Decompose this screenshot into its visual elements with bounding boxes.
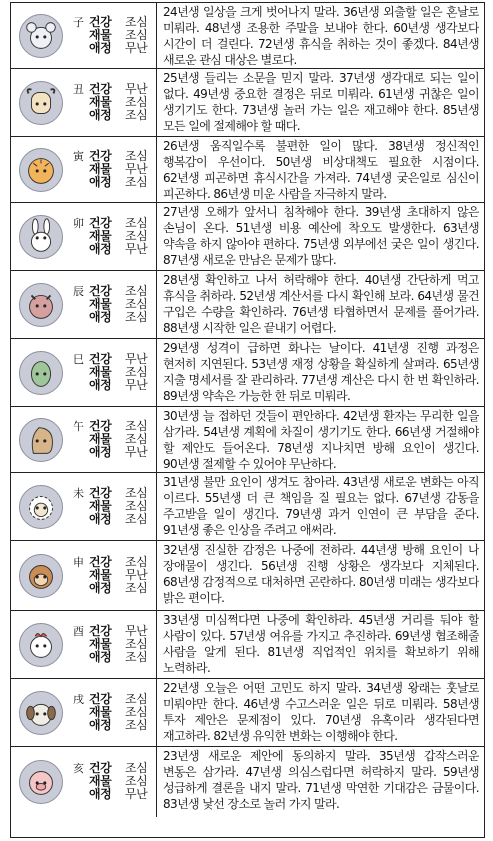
fortune-category-label: 재물 [89, 774, 112, 788]
fortune-category-label: 건강 [89, 82, 112, 96]
zodiac-cell [11, 407, 157, 472]
zodiac-cell [11, 747, 157, 817]
zodiac-character: 子 [73, 16, 84, 29]
fortune-text: 28년생 확인하고 나서 허락해야 한다. 40년생 간단하게 먹고 휴식을 취하라. 52년생 계산서를 다시 확인해 보라. 64년생 물건 구입은 수량을 확인하라. 76년생 타협하면서 문제를 풀어가라. 88년생 시작한 일은 끝내기 어렵다. [163, 273, 479, 335]
fortune-category-label: 건강 [89, 761, 112, 775]
fortune-text: 31년생 불만 요인이 생겨도 참아라. 43년생 새로운 변화는 아직 이르다. 55년생 더 큰 책임을 질 필요는 없다. 67년생 감동을 주고받을 일이 생긴다. 79년생 과거 인연이 큰 부담을 준다. 91년생 좋은 인상을 주려고 애써라. [163, 475, 479, 537]
fortune-category-value: 무난 [125, 242, 148, 256]
fortune-category-label: 재물 [89, 28, 112, 42]
fortune-text: 32년생 진실한 감정은 나중에 전하라. 44년생 방해 요인이 나 장애물이 생긴다. 56년생 진행 상황은 생각보다 지체된다. 68년생 감정적으로 대처하면 곤란하다. 80년생 미래는 생각보다 밝은 편이다. [163, 543, 479, 605]
fortune-text: 33년생 미심쩍다면 나중에 확인하라. 45년생 거리를 둬야 할 사람이 있다. 57년생 여유를 가지고 추진하라. 69년생 협조해줄 사람을 알게 된다. 81년생 직업적인 위치를 확보하기 위해 노력하라. [163, 613, 479, 675]
fortune-category-label: 재물 [89, 229, 112, 243]
fortune-category-label: 애정 [89, 445, 112, 459]
horoscope-row [11, 203, 484, 271]
fortune-category-value: 조심 [125, 499, 148, 513]
ox-icon [19, 81, 63, 125]
zodiac-cell [11, 339, 157, 406]
fortune-category-value: 조심 [125, 555, 148, 569]
fortune-category-label: 건강 [89, 419, 112, 433]
fortune-category-label: 애정 [89, 581, 112, 595]
fortune-text: 25년생 들리는 소문을 믿지 말라. 37년생 생각대로 되는 일이 없다. 49년생 중요한 결정은 뒤로 미뤄라. 61년생 귀찮은 일이 생기기도 한다. 73년생 놀러 가는 일은 재고해야 한다. 85년생 모든 일에 절제해야 할 때다. [163, 71, 479, 133]
fortune-category-value: 무난 [125, 82, 148, 96]
fortune-category-label: 건강 [89, 486, 112, 500]
fortune-category-label: 애정 [89, 310, 112, 324]
zodiac-character: 亥 [73, 762, 84, 775]
dog-icon [19, 691, 63, 735]
zodiac-character: 丑 [73, 83, 84, 96]
fortune-category-label: 재물 [89, 365, 112, 379]
fortune-category-value: 조심 [125, 175, 148, 189]
fortune-category-value: 조심 [125, 774, 148, 788]
horoscope-row [11, 137, 484, 203]
rooster-icon [19, 623, 63, 667]
fortune-category-label: 건강 [89, 624, 112, 638]
zodiac-cell [11, 611, 157, 678]
fortune-category-label: 재물 [89, 95, 112, 109]
fortune-category-label: 건강 [89, 149, 112, 163]
zodiac-cell [11, 271, 157, 338]
fortune-text: 27년생 오해가 앞서니 침착해야 한다. 39년생 초대하지 않은 손님이 온다. 51년생 비용 예산에 착오도 발생한다. 63년생 약속을 하지 않아야 편하다. 75년생 외부에선 궂은 일이 생긴다. 87년생 새로운 만남은 문제가 많다. [163, 205, 479, 267]
fortune-category-value: 조심 [125, 705, 148, 719]
zodiac-character: 申 [73, 556, 84, 569]
horoscope-row [11, 3, 484, 69]
tiger-icon [19, 148, 63, 192]
horoscope-table [10, 2, 485, 838]
fortune-category-label: 애정 [89, 512, 112, 526]
fortune-text: 23년생 새로운 제안에 동의하지 말라. 35년생 갑작스러운 변동은 삼가라. 47년생 의심스럽다면 허락하지 말라. 59년생 성급하게 결론을 내지 말라. 71년생 막연한 기대감은 금물이다. 83년생 낯선 장소로 놀러 가지 말라. [163, 749, 479, 811]
fortune-category-label: 건강 [89, 216, 112, 230]
fortune-text: 29년생 성격이 급하면 화나는 날이다. 41년생 진행 과정은 현저히 지연된다. 53년생 재정 상황을 확실하게 살펴라. 65년생 지출 명세서를 잘 관리하라. 77년생 계산은 다시 한 번 확인하라. 89년생 약속은 가능한 한 뒤로 미뤄라. [163, 341, 479, 403]
fortune-category-label: 애정 [89, 787, 112, 801]
fortune-category-label: 건강 [89, 284, 112, 298]
zodiac-cell [11, 679, 157, 746]
horoscope-row [11, 407, 484, 473]
horoscope-row [11, 611, 484, 679]
fortune-category-value: 조심 [125, 486, 148, 500]
dragon-icon [19, 283, 63, 327]
fortune-category-value: 조심 [125, 229, 148, 243]
fortune-category-label: 애정 [89, 41, 112, 55]
horoscope-row [11, 679, 484, 747]
fortune-text: 22년생 오늘은 어떤 고민도 하지 말라. 34년생 왕래는 훗날로 미뤄야만 한다. 46년생 수고스러운 일은 뒤로 미뤄라. 58년생 투자 제안은 문제점이 있다. 70년생 유혹이라 생각된다면 재고하라. 82년생 유익한 변화는 이행해야 한다. [163, 681, 479, 743]
fortune-category-value: 무난 [125, 352, 148, 366]
fortune-category-value: 무난 [125, 787, 148, 801]
zodiac-character: 酉 [73, 625, 84, 638]
zodiac-character: 卯 [73, 217, 84, 230]
horoscope-row [11, 271, 484, 339]
fortune-category-value: 조심 [125, 650, 148, 664]
pig-icon [19, 760, 63, 804]
fortune-category-value: 조심 [125, 95, 148, 109]
fortune-category-value: 무난 [125, 378, 148, 392]
fortune-category-value: 무난 [125, 445, 148, 459]
zodiac-character: 午 [73, 420, 84, 433]
fortune-category-value: 조심 [125, 581, 148, 595]
rabbit-icon [19, 215, 63, 259]
fortune-category-label: 애정 [89, 718, 112, 732]
fortune-category-value: 조심 [125, 718, 148, 732]
fortune-category-label: 재물 [89, 297, 112, 311]
fortune-category-label: 재물 [89, 568, 112, 582]
fortune-category-label: 재물 [89, 162, 112, 176]
zodiac-cell [11, 137, 157, 202]
fortune-category-label: 재물 [89, 499, 112, 513]
fortune-category-value: 조심 [125, 637, 148, 651]
zodiac-character: 戌 [73, 693, 84, 706]
rat-icon [19, 14, 63, 58]
fortune-category-value: 조심 [125, 419, 148, 433]
fortune-category-value: 조심 [125, 432, 148, 446]
fortune-text: 30년생 늘 접하던 것들이 편안하다. 42년생 환자는 무리한 일을 삼가라. 54년생 계획에 차질이 생기기도 한다. 66년생 거절해야 할 제안도 들어온다. 78년생 지나치면 방해 요인이 생긴다. 90년생 절제할 수 있어야 무난하다. [163, 409, 479, 471]
sheep-icon [19, 485, 63, 529]
fortune-category-label: 애정 [89, 108, 112, 122]
zodiac-character: 寅 [73, 150, 84, 163]
fortune-category-label: 애정 [89, 378, 112, 392]
zodiac-character: 辰 [73, 285, 84, 298]
fortune-category-value: 무난 [125, 162, 148, 176]
horse-icon [19, 418, 63, 462]
fortune-category-value: 조심 [125, 297, 148, 311]
fortune-category-value: 조심 [125, 512, 148, 526]
fortune-category-value: 조심 [125, 108, 148, 122]
fortune-category-label: 건강 [89, 352, 112, 366]
horoscope-row [11, 339, 484, 407]
zodiac-cell [11, 69, 157, 136]
horoscope-row [11, 473, 484, 541]
fortune-category-label: 재물 [89, 432, 112, 446]
fortune-category-value: 조심 [125, 761, 148, 775]
fortune-text: 24년생 일상을 크게 벗어나지 말라. 36년생 외출할 일은 혼날로 미뤄라. 48년생 조용한 주말을 보내야 한다. 60년생 생각보다 시간이 더 걸린다. 72년생 휴식을 취하는 것이 좋겠다. 84년생 새로운 관심 대상은 별로다. [163, 5, 479, 67]
fortune-category-value: 조심 [125, 365, 148, 379]
zodiac-cell [11, 541, 157, 610]
zodiac-cell [11, 473, 157, 540]
fortune-category-value: 조심 [125, 284, 148, 298]
fortune-category-label: 애정 [89, 242, 112, 256]
fortune-category-label: 건강 [89, 692, 112, 706]
fortune-text: 26년생 움직일수록 불편한 일이 많다. 38년생 정신적인 행복감이 우선이다. 50년생 비상대책도 필요한 시점이다. 62년생 피곤하면 휴식시간을 가져라. 74년생 궂은일로 심신이 피곤하다. 86년생 미운 사람을 자극하지 말라. [163, 139, 479, 201]
fortune-category-value: 무난 [125, 568, 148, 582]
fortune-category-label: 건강 [89, 555, 112, 569]
fortune-category-value: 조심 [125, 310, 148, 324]
monkey-icon [19, 554, 63, 598]
fortune-category-value: 조심 [125, 216, 148, 230]
fortune-category-label: 애정 [89, 175, 112, 189]
fortune-category-value: 무난 [125, 41, 148, 55]
fortune-category-value: 조심 [125, 28, 148, 42]
horoscope-row [11, 69, 484, 137]
fortune-category-label: 재물 [89, 637, 112, 651]
fortune-category-value: 무난 [125, 624, 148, 638]
horoscope-row [11, 747, 484, 817]
zodiac-character: 未 [73, 487, 84, 500]
zodiac-cell [11, 3, 157, 68]
fortune-category-value: 조심 [125, 692, 148, 706]
horoscope-row [11, 541, 484, 611]
zodiac-character: 巳 [73, 353, 84, 366]
snake-icon [19, 351, 63, 395]
fortune-category-label: 애정 [89, 650, 112, 664]
fortune-category-label: 재물 [89, 705, 112, 719]
fortune-category-value: 조심 [125, 149, 148, 163]
fortune-category-label: 건강 [89, 15, 112, 29]
fortune-category-value: 조심 [125, 15, 148, 29]
zodiac-cell [11, 203, 157, 270]
